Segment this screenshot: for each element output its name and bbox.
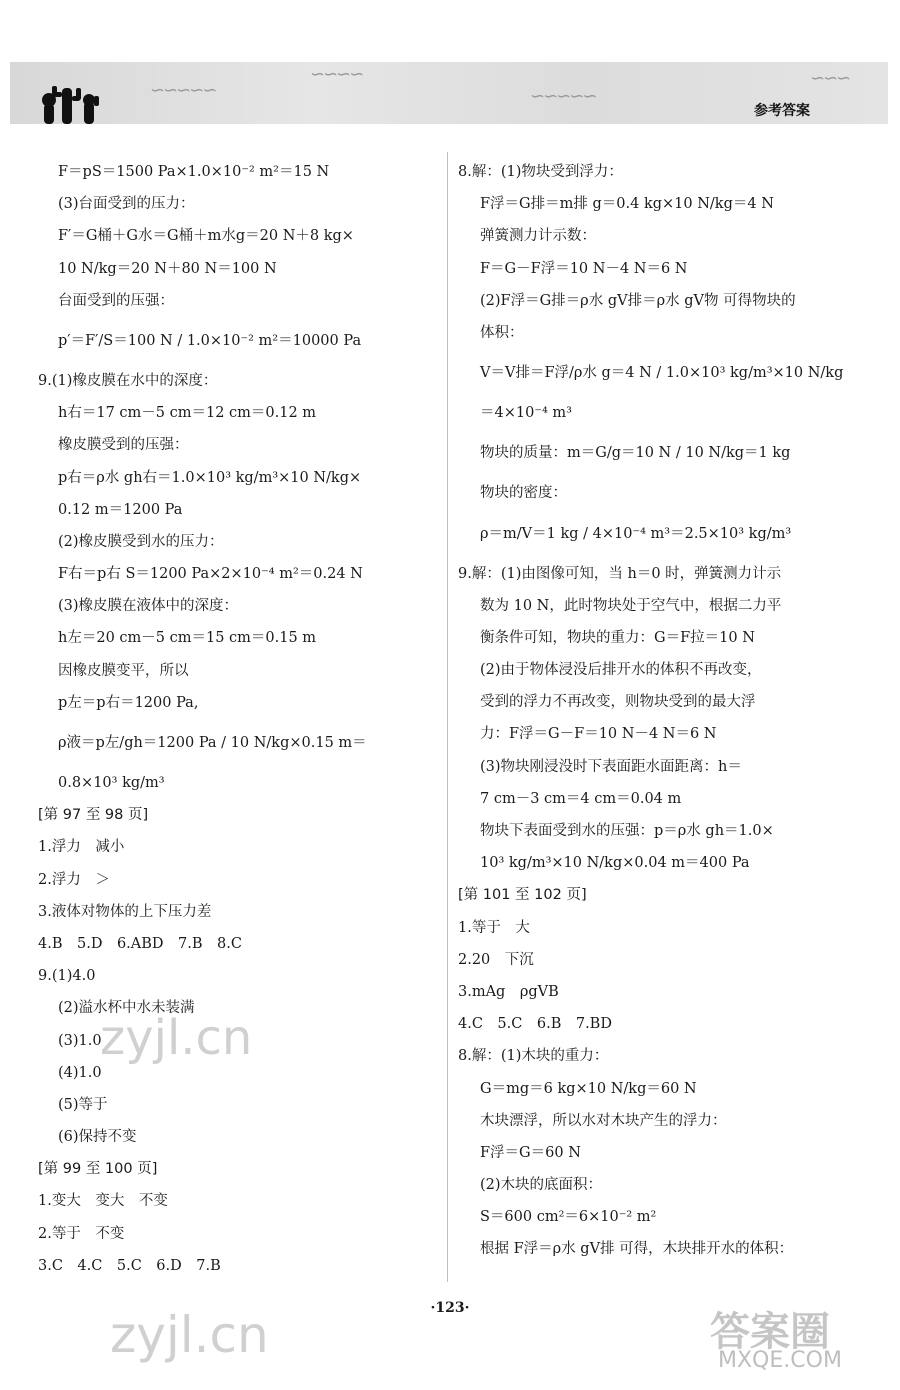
answer-line: 9.(1)4.0 — [38, 968, 96, 985]
answer-line: 橡皮膜受到的压强： — [58, 437, 189, 454]
answer-line: 2.等于 不变 — [38, 1225, 125, 1242]
answer-line: 1.浮力 减小 — [38, 839, 125, 856]
header-title: 参考答案 — [754, 103, 810, 119]
question-line: 9.(1)橡皮膜在水中的深度： — [38, 372, 218, 389]
answer-line: p右＝ρ水 gh右＝1.0×10³ kg/m³×10 N/kg× — [58, 469, 362, 486]
answer-line: F＝G－F浮＝10 N－4 N＝6 N — [480, 260, 688, 277]
answer-line: ＝4×10⁻⁴ m³ — [480, 405, 572, 422]
answer-line: h右＝17 cm－5 cm＝12 cm＝0.12 m — [58, 405, 317, 422]
answer-line: 3.C 4.C 5.C 6.D 7.B — [38, 1257, 221, 1274]
left-column — [38, 156, 438, 1282]
column-divider — [447, 152, 448, 1282]
page-number: ·123· — [430, 1300, 470, 1316]
formula-line: p′＝F′/S＝100 N / 1.0×10⁻² m²＝10000 Pa — [58, 332, 362, 349]
formula-line: 物块的质量：m＝G/g＝10 N / 10 N/kg＝1 kg — [480, 445, 791, 462]
answer-line: 2.20 下沉 — [458, 951, 534, 968]
answer-line: 木块漂浮，所以水对木块产生的浮力： — [480, 1112, 727, 1129]
right-column — [460, 156, 860, 1266]
answer-line: 1.变大 变大 不变 — [38, 1193, 168, 1210]
answer-line: 体积： — [480, 324, 524, 341]
question-line: 8.解：(1)物块受到浮力： — [458, 164, 623, 180]
answer-line: 4.B 5.D 6.ABD 7.B 8.C — [38, 935, 242, 952]
header-banner — [10, 62, 888, 124]
watermark: zyjl.cn — [100, 1010, 253, 1066]
answer-line: (5)等于 — [58, 1096, 108, 1113]
formula-line: V＝V排＝F浮/ρ水 g＝4 N / 1.0×10³ kg/m³×10 N/kg — [480, 365, 844, 382]
answer-line: 根据 F浮＝ρ水 gV排 可得，木块排开水的体积： — [480, 1241, 794, 1258]
formula-line: ρ液＝p左/gh＝1200 Pa / 10 N/kg×0.15 m＝ — [58, 735, 367, 751]
answer-line: 0.8×10³ kg/m³ — [58, 775, 165, 791]
question-line: 9.解：(1)由图像可知，当 h＝0 时，弹簧测力计示 — [458, 565, 782, 582]
answer-line: 台面受到的压强： — [58, 292, 174, 309]
answer-line: 物块下表面受到水的压强：p＝ρ水 gh＝1.0× — [480, 823, 774, 839]
answer-line: 1.等于 大 — [458, 919, 530, 936]
answer-line: 2.浮力 ＞ — [38, 871, 110, 888]
answer-line: F右＝p右 S＝1200 Pa×2×10⁻⁴ m²＝0.24 N — [58, 566, 363, 583]
answer-line: (2)橡皮膜受到水的压力： — [58, 533, 224, 550]
wave-decoration: ∽∽∽∽ — [310, 64, 363, 85]
question-line: 8.解：(1)木块的重力： — [458, 1048, 609, 1065]
answer-line: 4.C 5.C 6.B 7.BD — [458, 1016, 612, 1033]
answer-line: 7 cm－3 cm＝4 cm＝0.04 m — [480, 790, 682, 807]
answer-line: 3.液体对物体的上下压力差 — [38, 903, 212, 920]
answer-line: 衡条件可知，物块的重力：G＝F拉＝10 N — [480, 629, 755, 646]
answer-line: 数为 10 N，此时物块处于空气中，根据二力平 — [480, 597, 782, 614]
formula-line: ρ＝m/V＝1 kg / 4×10⁻⁴ m³＝2.5×10³ kg/m³ — [480, 525, 792, 542]
answer-line: 3.mAg ρgVB — [458, 983, 559, 1000]
answer-line: G＝mg＝6 kg×10 N/kg＝60 N — [480, 1080, 697, 1097]
wave-decoration: ∽∽∽∽∽ — [150, 80, 216, 101]
answer-line: (3)台面受到的压力： — [58, 196, 195, 213]
answer-line: (6)保持不变 — [58, 1129, 137, 1146]
answer-line: 力：F浮＝G－F＝10 N－4 N＝6 N — [480, 726, 717, 743]
section-heading: [第 99 至 100 页] — [38, 1161, 158, 1178]
wave-decoration: ∽∽∽ — [810, 68, 850, 89]
watermark: MXQE.COM — [718, 1348, 842, 1373]
wave-decoration: ∽∽∽∽∽ — [530, 86, 596, 107]
answer-line: S＝600 cm²＝6×10⁻² m² — [480, 1209, 657, 1226]
section-heading: [第 101 至 102 页] — [458, 887, 587, 904]
answer-line: p左＝p右＝1200 Pa, — [58, 694, 199, 711]
answer-line: F浮＝G排＝m排 g＝0.4 kg×10 N/kg＝4 N — [480, 196, 774, 213]
section-heading: [第 97 至 98 页] — [38, 807, 149, 824]
answer-line: 物块的密度： — [480, 485, 567, 502]
watermark: 答案圈 — [710, 1309, 830, 1355]
answer-line: 10 N/kg＝20 N＋80 N＝100 N — [58, 260, 277, 277]
answer-line: 因橡皮膜变平，所以 — [58, 662, 189, 679]
answer-line: (2)溢水杯中水未装满 — [58, 1000, 195, 1017]
watermark: zyjl.cn — [110, 1306, 269, 1364]
answer-line: F′＝G桶＋G水＝G桶＋m水g＝20 N＋8 kg× — [58, 228, 354, 245]
answer-line: (2)木块的底面积： — [480, 1177, 603, 1194]
answer-line: (4)1.0 — [58, 1064, 102, 1081]
answer-line: F浮＝G＝60 N — [480, 1144, 581, 1161]
answer-line: (3)1.0 — [58, 1032, 102, 1049]
answer-line: (2)由于物体浸没后排开水的体积不再改变， — [480, 662, 762, 679]
answer-line: (3)橡皮膜在液体中的深度： — [58, 598, 239, 615]
answer-line: F＝pS＝1500 Pa×1.0×10⁻² m²＝15 N — [58, 164, 330, 180]
answer-line: 受到的浮力不再改变，则物块受到的最大浮 — [480, 694, 756, 711]
answer-line: 弹簧测力计示数： — [480, 228, 596, 245]
answer-line: 10³ kg/m³×10 N/kg×0.04 m＝400 Pa — [480, 855, 750, 872]
answer-line: (3)物块刚浸没时下表面距水面距离：h＝ — [480, 758, 742, 775]
answer-line: 0.12 m＝1200 Pa — [58, 501, 183, 518]
answer-line: h左＝20 cm－5 cm＝15 cm＝0.15 m — [58, 630, 317, 647]
answer-line: (2)F浮＝G排＝ρ水 gV排＝ρ水 gV物 可得物块的 — [480, 292, 796, 309]
cactus-logo-icon — [36, 78, 106, 128]
